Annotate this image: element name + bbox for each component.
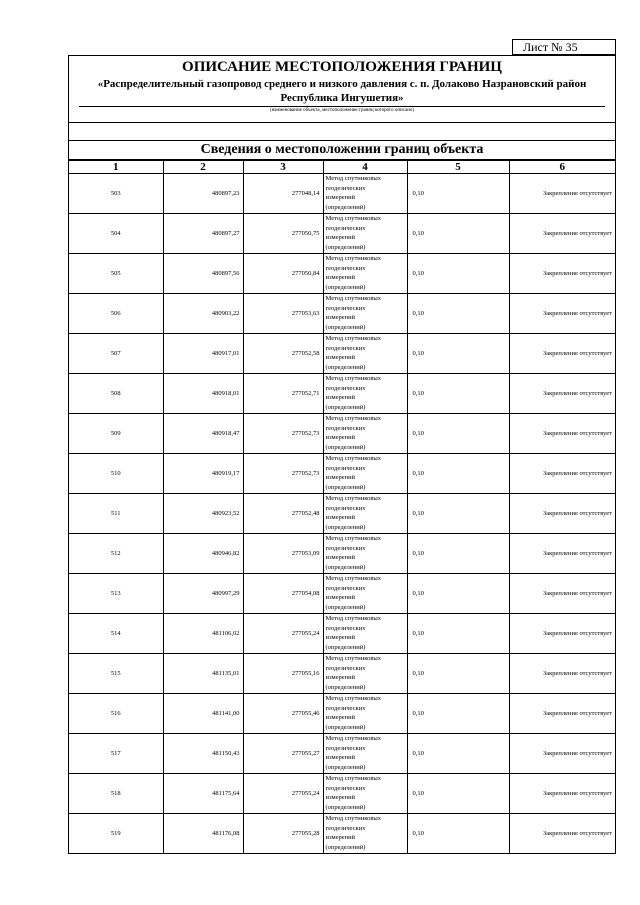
y-coordinate-cell: 277048,14: [243, 174, 323, 214]
method-line: геодезических: [325, 224, 366, 232]
method-cell: [323, 654, 407, 694]
accuracy-cell: 0,10: [407, 814, 509, 854]
fixing-description-cell: Закрепление отсутствует: [509, 374, 615, 414]
method-line: Метод спутниковых: [325, 375, 382, 382]
section-title: Сведения о местоположении границ объекта: [69, 141, 615, 160]
point-number-cell: 518: [69, 774, 163, 814]
method-line: геодезических: [325, 184, 366, 192]
method-line: измерений: [325, 474, 356, 481]
x-coordinate-cell: 481141,00: [163, 694, 243, 734]
y-coordinate-cell: 277052,48: [243, 494, 323, 534]
fixing-description-cell: Закрепление отсутствует: [509, 174, 615, 214]
x-coordinate-cell: 480903,22: [163, 294, 243, 334]
point-number-cell: 507: [69, 334, 163, 374]
method-line: (определений): [325, 403, 366, 411]
method-line: (определений): [325, 283, 366, 291]
accuracy-cell: 0,10: [407, 374, 509, 414]
y-coordinate-cell: 277052,71: [243, 374, 323, 414]
document-title: ОПИСАНИЕ МЕСТОПОЛОЖЕНИЯ ГРАНИЦ: [182, 59, 502, 75]
method-line: измерений: [325, 314, 356, 321]
x-coordinate-cell: 481175,64: [163, 774, 243, 814]
accuracy-cell: 0,10: [407, 614, 509, 654]
accuracy-cell: 0,10: [407, 574, 509, 614]
column-header: 5: [407, 161, 509, 174]
method-line: Метод спутниковых: [325, 415, 382, 422]
method-line: измерений: [325, 674, 356, 681]
method-line: геодезических: [325, 584, 366, 592]
y-coordinate-cell: 277055,24: [243, 774, 323, 814]
table-row: [69, 334, 615, 374]
table-row: [69, 254, 615, 294]
method-line: Метод спутниковых: [325, 655, 382, 662]
accuracy-cell: 0,10: [407, 174, 509, 214]
accuracy-cell: 0,10: [407, 774, 509, 814]
method-cell: [323, 734, 407, 774]
method-line: Метод спутниковых: [325, 335, 382, 342]
method-line: геодезических: [325, 424, 366, 432]
method-cell: [323, 454, 407, 494]
fixing-description-cell: Закрепление отсутствует: [509, 814, 615, 854]
y-coordinate-cell: 277055,28: [243, 814, 323, 854]
fixing-description-cell: Закрепление отсутствует: [509, 654, 615, 694]
table-row: [69, 694, 615, 734]
fixing-description-cell: Закрепление отсутствует: [509, 694, 615, 734]
method-line: Метод спутниковых: [325, 815, 382, 822]
method-line: измерений: [325, 634, 356, 641]
sheet-number: Лист № 35: [512, 39, 616, 55]
point-number-cell: 519: [69, 814, 163, 854]
accuracy-cell: 0,10: [407, 214, 509, 254]
x-coordinate-cell: 480997,29: [163, 574, 243, 614]
fixing-description-cell: Закрепление отсутствует: [509, 454, 615, 494]
accuracy-cell: 0,10: [407, 254, 509, 294]
y-coordinate-cell: 277050,84: [243, 254, 323, 294]
method-line: Метод спутниковых: [325, 295, 382, 302]
table-row: [69, 214, 615, 254]
fixing-description-cell: Закрепление отсутствует: [509, 614, 615, 654]
x-coordinate-cell: 480946,82: [163, 534, 243, 574]
fixing-description-cell: Закрепление отсутствует: [509, 494, 615, 534]
y-coordinate-cell: 277052,73: [243, 414, 323, 454]
method-line: Метод спутниковых: [325, 615, 382, 622]
accuracy-cell: 0,10: [407, 694, 509, 734]
method-line: геодезических: [325, 264, 366, 272]
method-cell: [323, 174, 407, 214]
x-coordinate-cell: 480917,01: [163, 334, 243, 374]
method-line: измерений: [325, 594, 356, 601]
method-line: измерений: [325, 434, 356, 441]
point-number-cell: 505: [69, 254, 163, 294]
point-number-cell: 513: [69, 574, 163, 614]
method-line: (определений): [325, 803, 366, 811]
y-coordinate-cell: 277055,27: [243, 734, 323, 774]
point-number-cell: 511: [69, 494, 163, 534]
x-coordinate-cell: 481176,08: [163, 814, 243, 854]
y-coordinate-cell: 277053,63: [243, 294, 323, 334]
fixing-description-cell: Закрепление отсутствует: [509, 534, 615, 574]
table-row: [69, 494, 615, 534]
method-line: (определений): [325, 723, 366, 731]
method-cell: [323, 614, 407, 654]
y-coordinate-cell: 277054,08: [243, 574, 323, 614]
method-line: измерений: [325, 234, 356, 241]
x-coordinate-cell: 480918,47: [163, 414, 243, 454]
method-line: геодезических: [325, 664, 366, 672]
method-line: (определений): [325, 243, 366, 251]
accuracy-cell: 0,10: [407, 294, 509, 334]
method-cell: [323, 374, 407, 414]
method-cell: [323, 334, 407, 374]
table-header-row: [69, 161, 615, 174]
method-line: (определений): [325, 203, 366, 211]
method-cell: [323, 574, 407, 614]
fixing-description-cell: Закрепление отсутствует: [509, 214, 615, 254]
method-line: Метод спутниковых: [325, 775, 382, 782]
method-cell: [323, 814, 407, 854]
method-line: измерений: [325, 834, 356, 841]
object-name: «Распределительный газопровод среднего и низкого давления с. п. Долаково Назрановский район Республика Ингушетия»: [97, 78, 587, 104]
method-line: (определений): [325, 683, 366, 691]
method-line: геодезических: [325, 304, 366, 312]
method-line: геодезических: [325, 704, 366, 712]
method-line: (определений): [325, 323, 366, 331]
x-coordinate-cell: 480918,01: [163, 374, 243, 414]
table-row: [69, 814, 615, 854]
document-frame: [68, 55, 616, 854]
point-number-cell: 504: [69, 214, 163, 254]
method-line: (определений): [325, 523, 366, 531]
x-coordinate-cell: 480923,52: [163, 494, 243, 534]
accuracy-cell: 0,10: [407, 414, 509, 454]
table-row: [69, 614, 615, 654]
method-line: Метод спутниковых: [325, 455, 382, 462]
accuracy-cell: 0,10: [407, 534, 509, 574]
coordinates-table: [69, 160, 615, 853]
y-coordinate-cell: 277050,75: [243, 214, 323, 254]
column-header: 1: [69, 161, 163, 174]
method-line: геодезических: [325, 784, 366, 792]
accuracy-cell: 0,10: [407, 334, 509, 374]
method-cell: [323, 534, 407, 574]
header-block: [69, 59, 615, 123]
point-number-cell: 512: [69, 534, 163, 574]
point-number-cell: 510: [69, 454, 163, 494]
y-coordinate-cell: 277055,24: [243, 614, 323, 654]
table-row: [69, 654, 615, 694]
method-line: (определений): [325, 483, 366, 491]
method-line: измерений: [325, 714, 356, 721]
method-line: измерений: [325, 274, 356, 281]
point-number-cell: 517: [69, 734, 163, 774]
header-spacer: [69, 123, 615, 141]
method-line: геодезических: [325, 344, 366, 352]
method-line: (определений): [325, 843, 366, 851]
method-line: измерений: [325, 394, 356, 401]
point-number-cell: 506: [69, 294, 163, 334]
method-cell: [323, 694, 407, 734]
method-cell: [323, 494, 407, 534]
method-line: измерений: [325, 354, 356, 361]
method-line: Метод спутниковых: [325, 535, 382, 542]
method-line: (определений): [325, 563, 366, 571]
method-line: геодезических: [325, 384, 366, 392]
method-line: Метод спутниковых: [325, 175, 382, 182]
method-cell: [323, 294, 407, 334]
method-line: Метод спутниковых: [325, 495, 382, 502]
y-coordinate-cell: 277055,46: [243, 694, 323, 734]
point-number-cell: 508: [69, 374, 163, 414]
method-line: Метод спутниковых: [325, 695, 382, 702]
method-cell: [323, 414, 407, 454]
method-line: (определений): [325, 643, 366, 651]
method-line: геодезических: [325, 744, 366, 752]
method-line: измерений: [325, 194, 356, 201]
y-coordinate-cell: 277052,58: [243, 334, 323, 374]
point-number-cell: 514: [69, 614, 163, 654]
method-line: измерений: [325, 754, 356, 761]
method-line: измерений: [325, 554, 356, 561]
accuracy-cell: 0,10: [407, 654, 509, 694]
y-coordinate-cell: 277053,09: [243, 534, 323, 574]
x-coordinate-cell: 480897,27: [163, 214, 243, 254]
x-coordinate-cell: 480897,23: [163, 174, 243, 214]
object-name-caption: (наименование объекта, местоположение границ которого описано): [269, 108, 415, 113]
point-number-cell: 515: [69, 654, 163, 694]
method-line: измерений: [325, 794, 356, 801]
table-row: [69, 574, 615, 614]
column-header: 3: [243, 161, 323, 174]
method-line: (определений): [325, 763, 366, 771]
column-header: 2: [163, 161, 243, 174]
accuracy-cell: 0,10: [407, 734, 509, 774]
method-line: геодезических: [325, 544, 366, 552]
y-coordinate-cell: 277052,73: [243, 454, 323, 494]
column-header: 4: [323, 161, 407, 174]
method-line: Метод спутниковых: [325, 215, 382, 222]
method-line: измерений: [325, 514, 356, 521]
x-coordinate-cell: 481135,01: [163, 654, 243, 694]
x-coordinate-cell: 481150,43: [163, 734, 243, 774]
method-line: Метод спутниковых: [325, 575, 382, 582]
method-line: геодезических: [325, 504, 366, 512]
y-coordinate-cell: 277055,16: [243, 654, 323, 694]
method-line: (определений): [325, 443, 366, 451]
method-line: (определений): [325, 363, 366, 371]
table-row: [69, 294, 615, 334]
fixing-description-cell: Закрепление отсутствует: [509, 414, 615, 454]
fixing-description-cell: Закрепление отсутствует: [509, 294, 615, 334]
table-row: [69, 774, 615, 814]
method-line: геодезических: [325, 464, 366, 472]
method-line: геодезических: [325, 624, 366, 632]
method-cell: [323, 774, 407, 814]
method-cell: [323, 254, 407, 294]
x-coordinate-cell: 480897,56: [163, 254, 243, 294]
fixing-description-cell: Закрепление отсутствует: [509, 254, 615, 294]
fixing-description-cell: Закрепление отсутствует: [509, 774, 615, 814]
table-row: [69, 414, 615, 454]
fixing-description-cell: Закрепление отсутствует: [509, 574, 615, 614]
accuracy-cell: 0,10: [407, 454, 509, 494]
method-line: Метод спутниковых: [325, 735, 382, 742]
fixing-description-cell: Закрепление отсутствует: [509, 734, 615, 774]
table-row: [69, 734, 615, 774]
table-row: [69, 174, 615, 214]
accuracy-cell: 0,10: [407, 494, 509, 534]
method-cell: [323, 214, 407, 254]
method-line: (определений): [325, 603, 366, 611]
x-coordinate-cell: 481106,02: [163, 614, 243, 654]
column-header: 6: [509, 161, 615, 174]
table-row: [69, 534, 615, 574]
point-number-cell: 503: [69, 174, 163, 214]
table-row: [69, 374, 615, 414]
point-number-cell: 509: [69, 414, 163, 454]
fixing-description-cell: Закрепление отсутствует: [509, 334, 615, 374]
x-coordinate-cell: 480919,17: [163, 454, 243, 494]
method-line: геодезических: [325, 824, 366, 832]
method-line: Метод спутниковых: [325, 255, 382, 262]
point-number-cell: 516: [69, 694, 163, 734]
table-row: [69, 454, 615, 494]
